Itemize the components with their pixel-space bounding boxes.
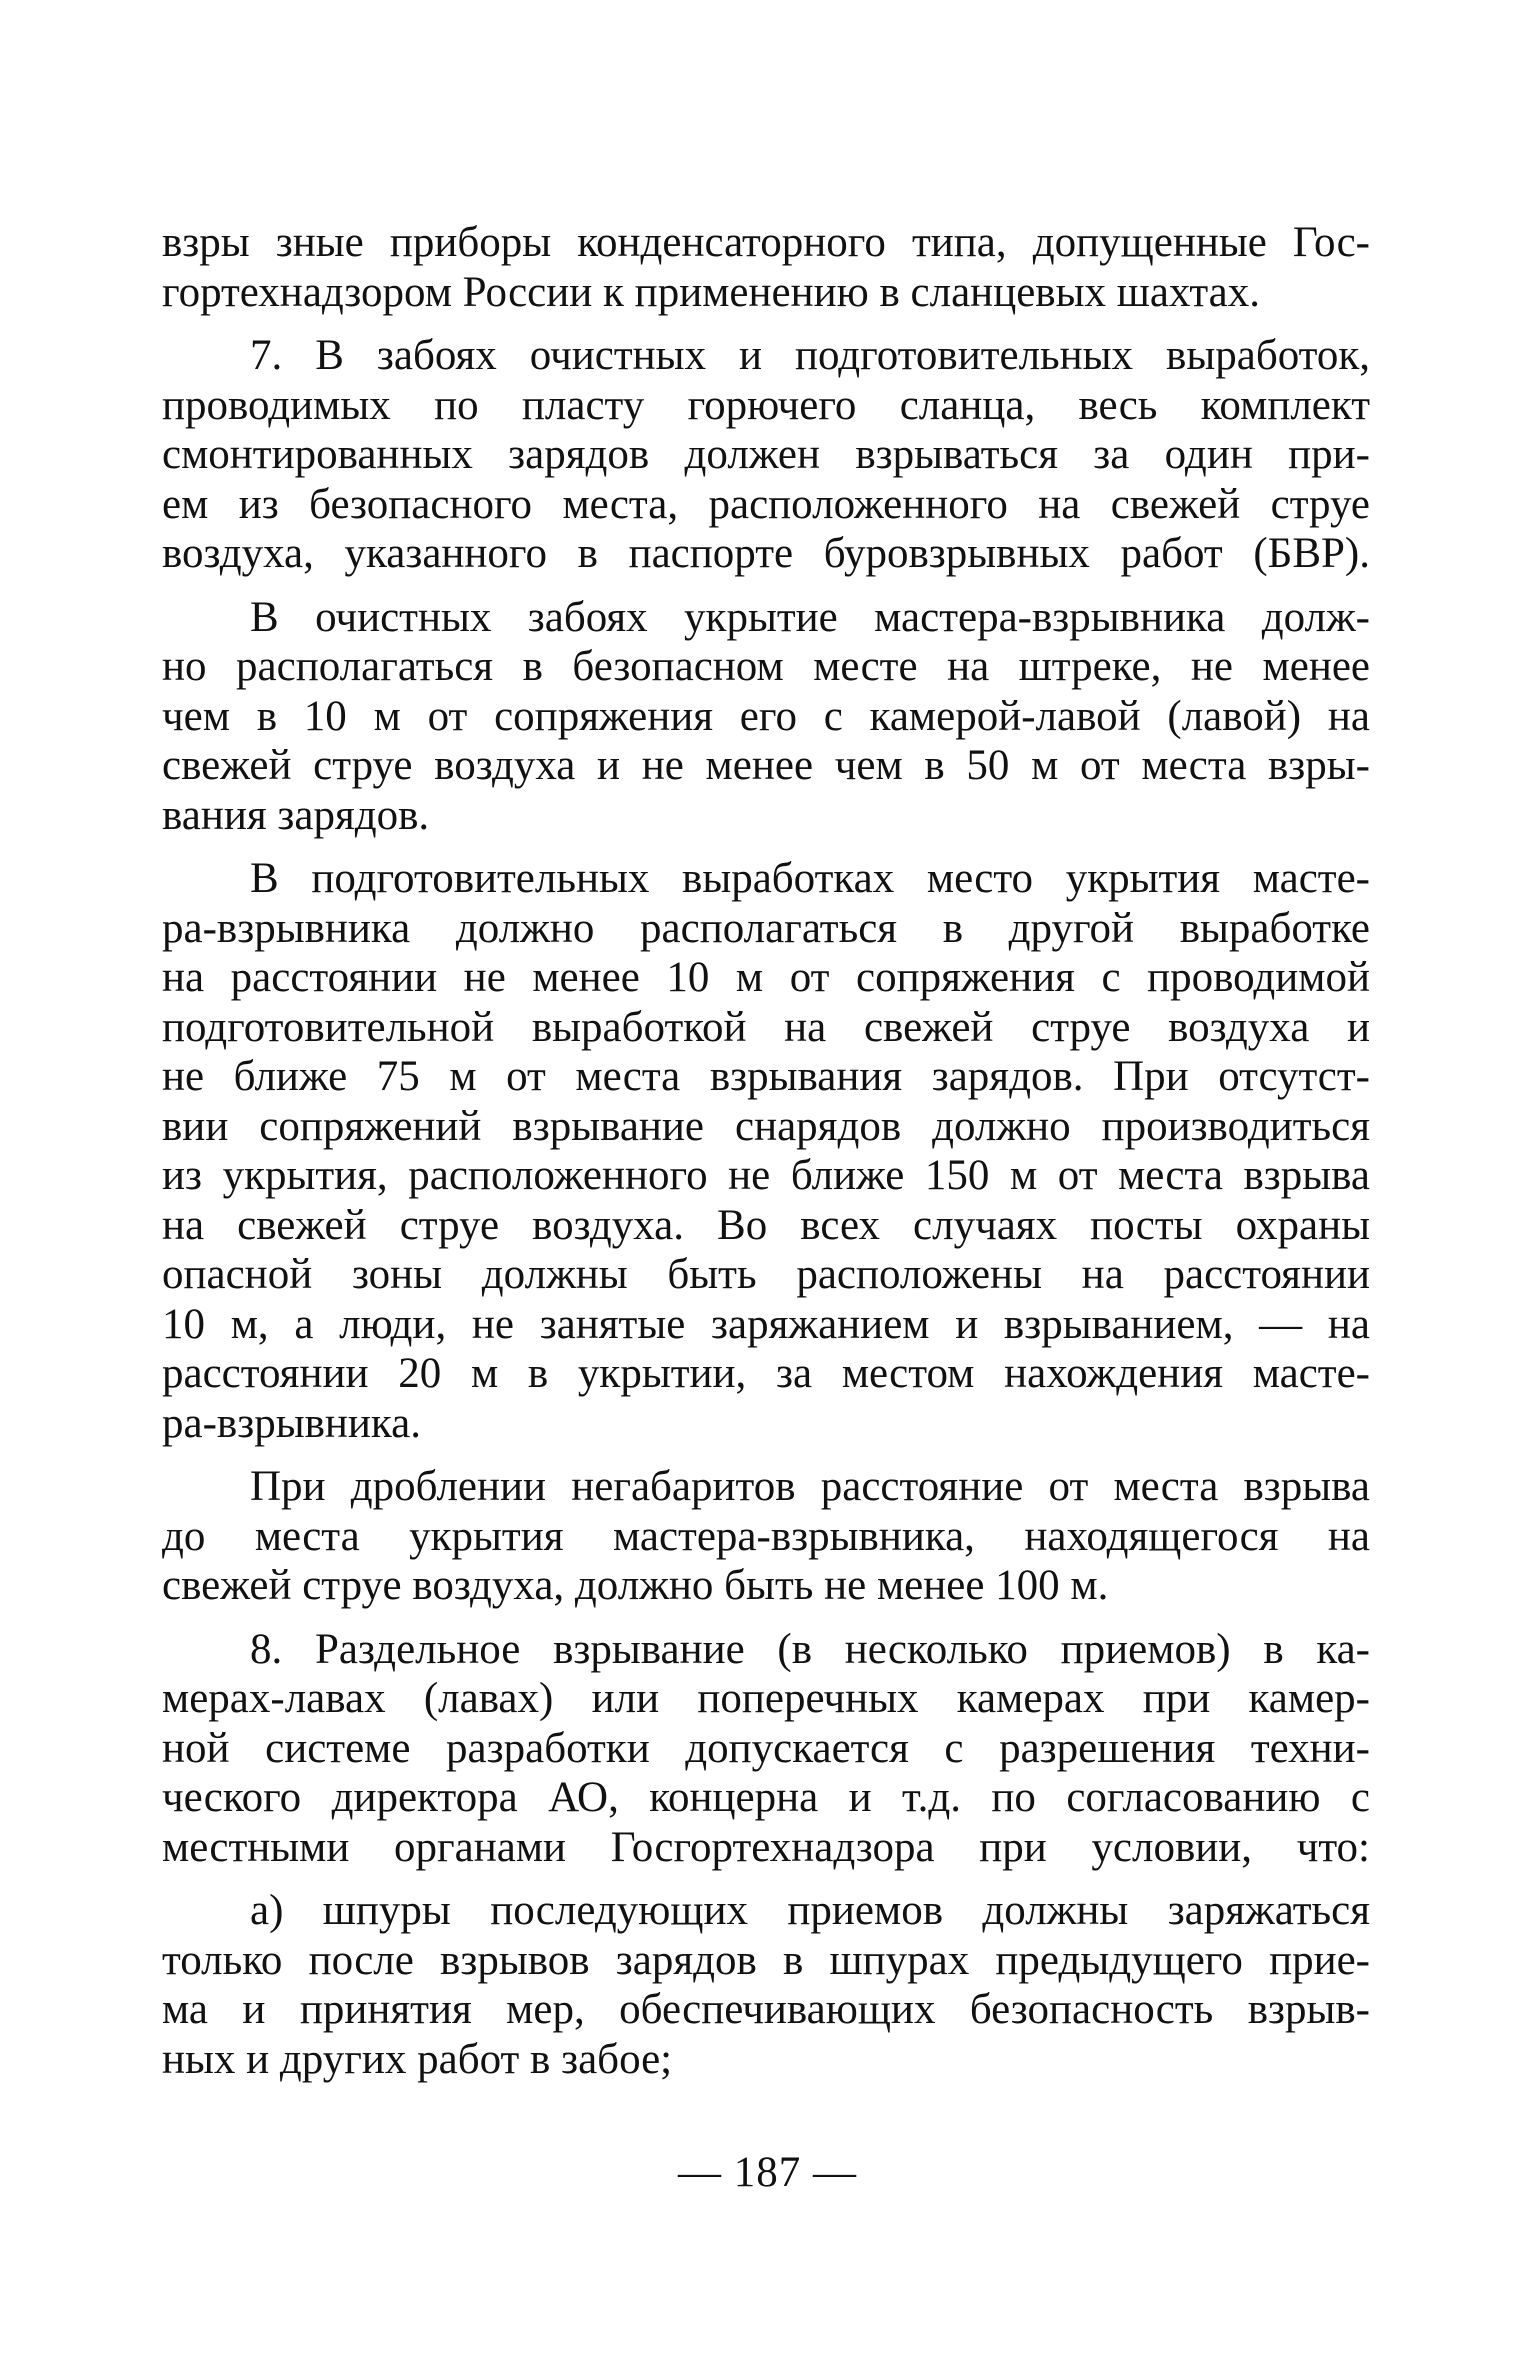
- text-line: только после взрывов зарядов в шпурах предыдущего прие-: [162, 1936, 1370, 1984]
- text-line: на расстоянии не менее 10 м от сопряжения с проводимой: [162, 954, 1370, 1001]
- text-line: 10 м, а люди, не занятые заряжанием и взрыванием, — на: [162, 1300, 1370, 1348]
- text-line: При дроблении негабаритов расстояние от места взрыва: [250, 1463, 1370, 1510]
- text-line: В подготовительных выработках место укрытия масте-: [250, 855, 1370, 902]
- text-line: гортехнадзором России к применению в сланцевых шахтах.: [162, 268, 1261, 316]
- paragraph-1: [162, 218, 1370, 317]
- text-line: проводимых по пласту горючего сланца, весь комплект: [162, 381, 1370, 429]
- paragraph-7: [162, 1886, 1370, 2084]
- text-line: из укрытия, расположенного не ближе 150 м от места взрыва: [162, 1152, 1370, 1199]
- text-line: а) шпуры последующих приемов должны заряжаться: [250, 1887, 1370, 1934]
- text-line: свежей струе воздуха, должно быть не менее 100 м.: [162, 1562, 1109, 1609]
- text-line: В очистных забоях укрытие мастера-взрывника долж-: [250, 593, 1370, 641]
- page-number: — 187 —: [678, 2149, 857, 2196]
- paragraph-6: [162, 1625, 1370, 1873]
- text-line: вания зарядов.: [162, 791, 430, 839]
- text-line: расстоянии 20 м в укрытии, за местом нахождения масте-: [162, 1350, 1370, 1397]
- paragraph-4: [162, 854, 1370, 1448]
- text-line: ма и принятия мер, обеспечивающих безопасность взрыв-: [162, 1986, 1370, 2033]
- text-line: ной системе разработки допускается с разрешения техни-: [162, 1724, 1370, 1772]
- paragraph-5: [162, 1462, 1370, 1611]
- text-line: на свежей струе воздуха. Во всех случаях посты охраны: [162, 1201, 1370, 1249]
- text-line: но располагаться в безопасном месте на штреке, не менее: [162, 643, 1370, 690]
- page-body: [162, 218, 1370, 2098]
- text-line: ческого директора АО, концерна и т.д. по согласованию с: [162, 1774, 1370, 1821]
- text-line: местными органами Госгортехнадзора при условии, что:: [162, 1823, 1370, 1871]
- text-line: мерах-лавах (лавах) или поперечных камерах при камер-: [162, 1675, 1370, 1722]
- text-line: вии сопряжений взрывание снарядов должно производиться: [162, 1102, 1370, 1150]
- text-line: ных и других работ в забое;: [162, 2035, 673, 2083]
- text-line: взры зные приборы конденсаторного типа, допущенные Гос-: [162, 219, 1370, 266]
- text-line: до места укрытия мастера-взрывника, находящегося на: [162, 1512, 1370, 1560]
- paragraph-3: [162, 593, 1370, 841]
- text-line: 7. В забоях очистных и подготовительных выработок,: [250, 332, 1370, 379]
- text-line: ем из безопасного места, расположенного на свежей струе: [162, 480, 1370, 528]
- paragraph-2: [162, 331, 1370, 579]
- text-line: подготовительной выработкой на свежей струе воздуха и: [162, 1003, 1370, 1051]
- text-line: смонтированных зарядов должен взрываться за один при-: [162, 431, 1370, 478]
- text-line: опасной зоны должны быть расположены на расстоянии: [162, 1251, 1370, 1298]
- text-line: ра-взрывника.: [162, 1399, 421, 1447]
- text-line: воздуха, указанного в паспорте буровзрывных работ (БВР).: [162, 530, 1370, 577]
- text-line: свежей струе воздуха и не менее чем в 50 м от места взры-: [162, 742, 1370, 789]
- text-line: чем в 10 м от сопряжения его с камерой-лавой (лавой) на: [162, 692, 1370, 740]
- text-line: 8. Раздельное взрывание (в несколько приемов) в ка-: [250, 1625, 1370, 1673]
- text-line: ра-взрывника должно располагаться в другой выработке: [162, 904, 1370, 952]
- text-line: не ближе 75 м от места взрывания зарядов. При отсутст-: [162, 1053, 1370, 1100]
